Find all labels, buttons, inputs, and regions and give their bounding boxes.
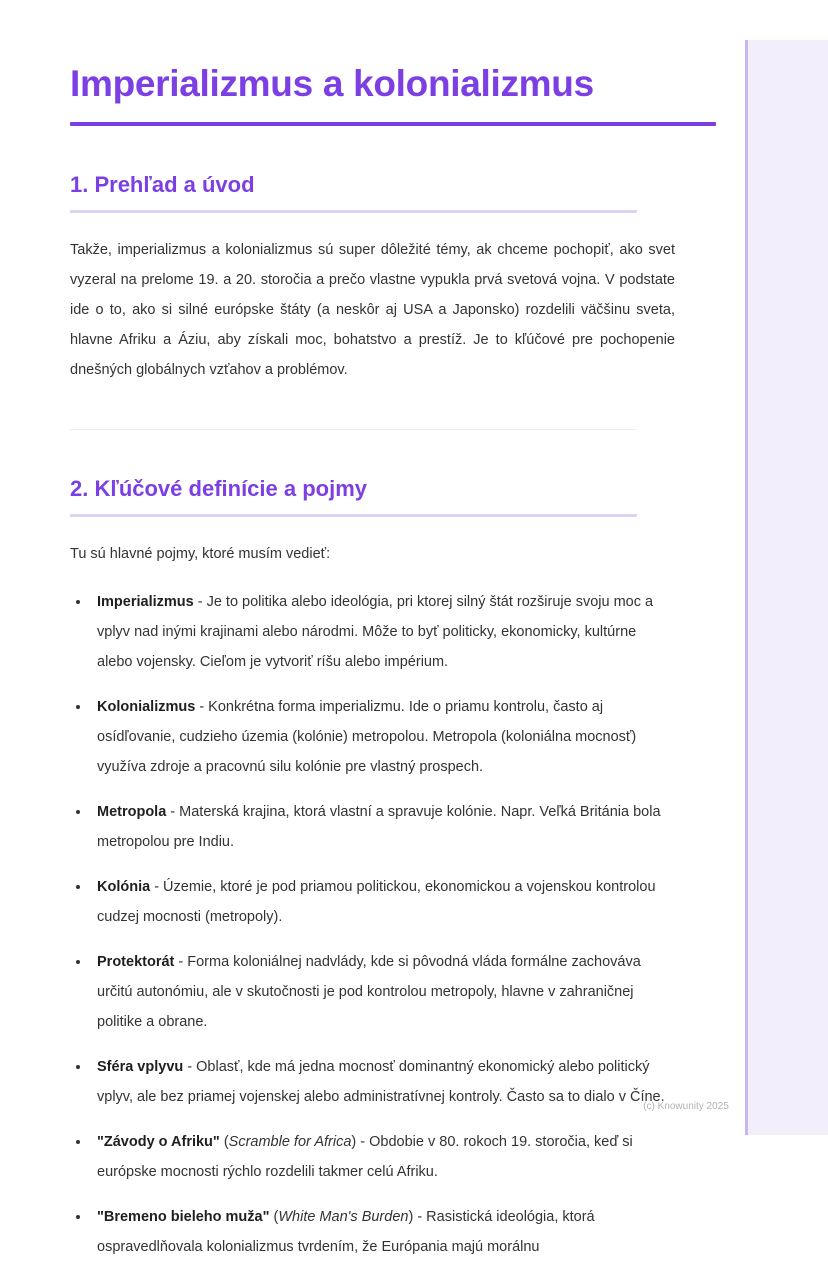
overview-paragraph: Takže, imperializmus a kolonializmus sú super dôležité témy, ak chceme pochopiť, ako svet vyzeral na prelome 19. a 20. storočia a prečo vlastne vypukla prvá svetová vojna. V podstate ide o to, ako si silné európske štáty (a neskôr aj USA a Japonsko) rozdelili väčšinu sveta, hlavne Afriku a Áziu, aby získali moc, bohatstvo a prestíž. Je to kľúčové pre pochopenie dnešných globálnych vzťahov a problémov. [70,242,675,378]
list-item [70,872,675,932]
section-separator [70,429,637,430]
term-description: - Rasistická ideológia, ktorá ospravedlňovala kolonializmus tvrdením, že Európania majú morálnu [97,1209,595,1255]
definitions-list [70,587,675,1262]
page-title: Imperializmus a kolonializmus [70,63,594,104]
list-item [70,692,675,782]
list-item [70,1052,675,1112]
term-description: - Materská krajina, ktorá vlastní a spravuje kolónie. Napr. Veľká Británia bola metropolou pre Indiu. [97,804,661,850]
decorative-right-rail [745,40,828,1135]
term-alt-name: White Man's Burden [278,1209,409,1225]
list-item [70,587,675,677]
section-overview [70,170,675,385]
term-alt-name: Scramble for Africa [228,1134,352,1150]
term-name: Metropola [97,804,167,820]
term-name: Kolonializmus [97,699,196,715]
section-heading-underline [70,210,637,213]
title-divider [70,122,716,126]
term-name: "Bremeno bieleho muža" [97,1209,270,1225]
term-description: - Forma koloniálnej nadvlády, kde si pôvodná vláda formálne zachováva určitú autonómiu, ale v skutočnosti je pod kontrolou metropoly, hlavne v zahraničnej politike a obrane. [97,954,641,1030]
list-item [70,947,675,1037]
list-item [70,1127,675,1187]
section-definitions [70,474,675,1262]
term-name: Imperializmus [97,594,194,610]
term-name: Sféra vplyvu [97,1059,184,1075]
term-name: "Závody o Afriku" [97,1134,220,1150]
section-heading-overview: 1. Prehľad a úvod [70,172,255,197]
term-description: - Oblasť, kde má jedna mocnosť dominantný ekonomický alebo politický vplyv, ale bez priamej vojenskej alebo administratívnej kontroly. Často sa to dialo v Číne. [97,1059,665,1105]
definitions-lead-text: Tu sú hlavné pojmy, ktoré musím vedieť: [70,546,331,562]
section-heading-underline [70,514,637,517]
term-alt-wrapper: (Scramble for Africa) [219,1134,357,1150]
list-item [70,797,675,857]
term-description: - Obdobie v 80. rokoch 19. storočia, keď si európske mocnosti rýchlo rozdelili takmer celú Afriku. [97,1134,633,1180]
term-description: - Územie, ktoré je pod priamou politickou, ekonomickou a vojenskou kontrolou cudzej mocnosti (metropoly). [97,879,656,925]
term-name: Kolónia [97,879,151,895]
watermark: (c) Knowunity 2025 [643,1101,729,1112]
section-heading-definitions: 2. Kľúčové definície a pojmy [70,476,368,501]
term-description: - Konkrétna forma imperializmu. Ide o priamu kontrolu, často aj osídľovanie, cudzieho územia (kolónie) metropolou. Metropola (koloniálna mocnosť) využíva zdroje a pracovnú silu kolónie pre vlastný prospech. [97,699,637,775]
term-description: - Je to politika alebo ideológia, pri ktorej silný štát rozširuje svoju moc a vplyv nad inými krajinami alebo národmi. Môže to byť politicky, ekonomicky, kultúrne alebo vojensky. Cieľom je vytvoriť ríšu alebo impérium. [97,594,654,670]
term-alt-wrapper: (White Man's Burden) [269,1209,414,1225]
list-item [70,1202,675,1262]
term-name: Protektorát [97,954,175,970]
